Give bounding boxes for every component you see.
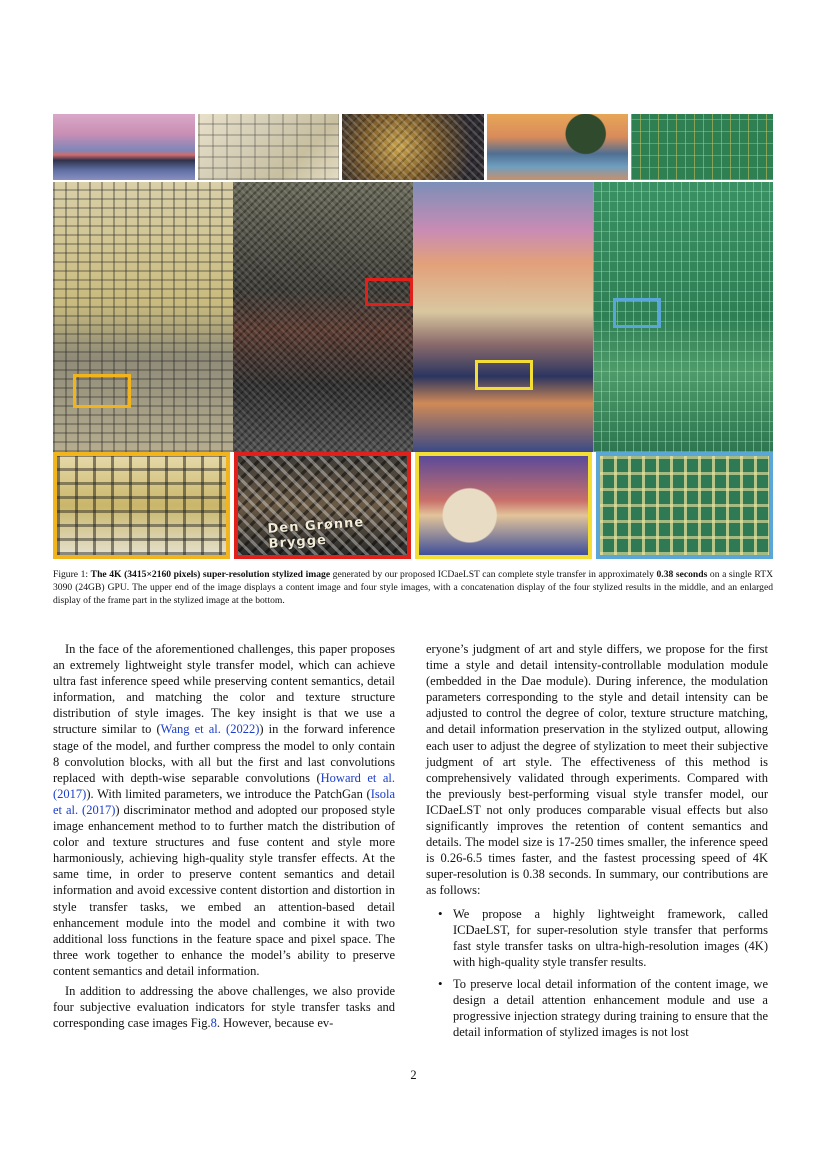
figure-caption [53,568,773,607]
style-image-3 [487,114,629,180]
stylized-result-3 [413,182,593,452]
enlarged-sign-text: Den Grønne Bryggе [267,515,365,552]
stylized-result-1 [53,182,233,452]
enlarged-crop-1 [53,452,230,559]
stylized-result-4 [593,182,773,452]
style-image-4 [631,114,773,180]
paragraph-intro [53,641,395,979]
text-run: ) discriminator method and adopted our proposed style image enhancement method to to further match the distribution of color and texture structures and fuse content and style more harmoniously, achieving high-quality style transfer effects. At the same time, in order to preserve content semantics and detail information and avoid excessive content distortion and distortion in style transfer tasks, we embed an attention-based detail enhancement module into the model and combine it with two additional loss functions in the feature space and pixel space. The three work together to enhance the model’s ability to preserve content semantics and detail information. [53,802,395,978]
contribution-item: • We propose a highly lightweight framework, called ICDaeLST, for super-resolution style transfer that performs fast style transfer tasks on ultra-high-resolution images (4K) with high-quality style transfer results. [426,906,768,970]
enlarged-crop-3 [415,452,592,559]
paragraph-modulation: eryone’s judgment of art and style differs, we propose for the first time a style and detail intensity-controllable modulation module (embedded in the Dae module). During inference, the modulation parameters corresponding to the style and detail intensity can be adjusted to control the degree of color, texture structure matching, and detail information preservation in the stylized output, allowing each user to adjust the degree of stylization to meet their subjective judgment of art style. The effectiveness of this method is comprehensively validated through experiments. Compared with the previously best-performing visual style transfer model, our ICDaeLST not only produces comparable visual effects but also significantly improves the retention of content semantics and details. The model size is 17-250 times smaller, the inference speed is 0.26-6.5 times faster, and the fastest processing speed of 4K super-resolution is 0.38 seconds. In summary, our contributions are as follows: [426,642,768,898]
caption-bold-1: The 4K (3415×2160 pixels) super-resolution stylized image [90,569,331,580]
citation-isola[interactable]: Isola et al. (2017) [53,786,395,817]
zoom-frame-orange [73,374,131,408]
zoom-frame-yellow [475,360,533,390]
text-run: . However, because ev- [216,1016,334,1031]
style-image-1 [198,114,340,180]
figure-enlarged-row [53,452,773,559]
right-column [426,641,768,1046]
left-column [53,641,395,1031]
text-run: In addition to addressing the above challenges, we also provide four subjective evaluation indicators for style transfer tasks and corresponding case images Fig. [53,983,395,1031]
citation-year: 2017 [57,786,83,801]
caption-bold-2: 0.38 seconds [656,569,708,580]
citation-author: Howard et al. [320,770,395,785]
zoom-frame-blue [613,298,661,328]
citation-year: 2017 [86,802,112,817]
zoom-frame-red [365,278,413,306]
text-run: In the face of the aforementioned challenges, this paper proposes an extremely lightweight style transfer model, which can achieve ultra fast inference speed while preserving content semantics, detail information, and matching the color and texture structure distribution of style images. The key insight is that we use a structure similar to ( [53,642,395,737]
citation-wang[interactable]: Wang et al. (2022) [160,722,260,737]
citation-author: Isola et al. [53,786,395,817]
figure-ref-8[interactable]: 8 [210,1016,217,1031]
contribution-item: • To preserve local detail information of the content image, we design a detail attention enhancement module and use a progressive injection strategy during training to ensure that the detail information of stylized images is not lost [426,976,768,1040]
page-number: 2 [410,1068,417,1082]
contributions-list [426,906,768,1041]
content-image [53,114,195,180]
text-run: ). With limited parameters, we introduce the PatchGan ( [86,786,371,801]
caption-text-1: generated by our proposed ICDaeLST can complete style transfer in approximately [330,569,657,580]
citation-author: Wang et al. [160,722,221,737]
figure-stylized-results [53,182,773,452]
figure-top-row [53,114,773,180]
stylized-result-2 [233,182,413,452]
caption-text-2: on a single RTX 3090 (24GB) GPU. The upper end of the image displays a content image and four style images, with a concatenation display of the four stylized results in the middle, and an enlarged display of the frame part in the stylized image at the bottom. [53,569,773,606]
citation-year: 2022 [230,722,256,737]
enlarged-crop-2 [234,452,411,559]
style-image-2 [342,114,484,180]
paragraph-evaluation [53,983,395,1031]
citation-howard[interactable]: Howard et al. (2017) [53,770,395,801]
caption-label: Figure 1: [53,569,89,580]
enlarged-crop-4 [596,452,773,559]
text-run: ) in the forward inference stage of the model, and further compress the model to only contain 8 convolution blocks, with all but the first and last convolutions replaced with depth-wise separable convolutions ( [53,722,396,785]
